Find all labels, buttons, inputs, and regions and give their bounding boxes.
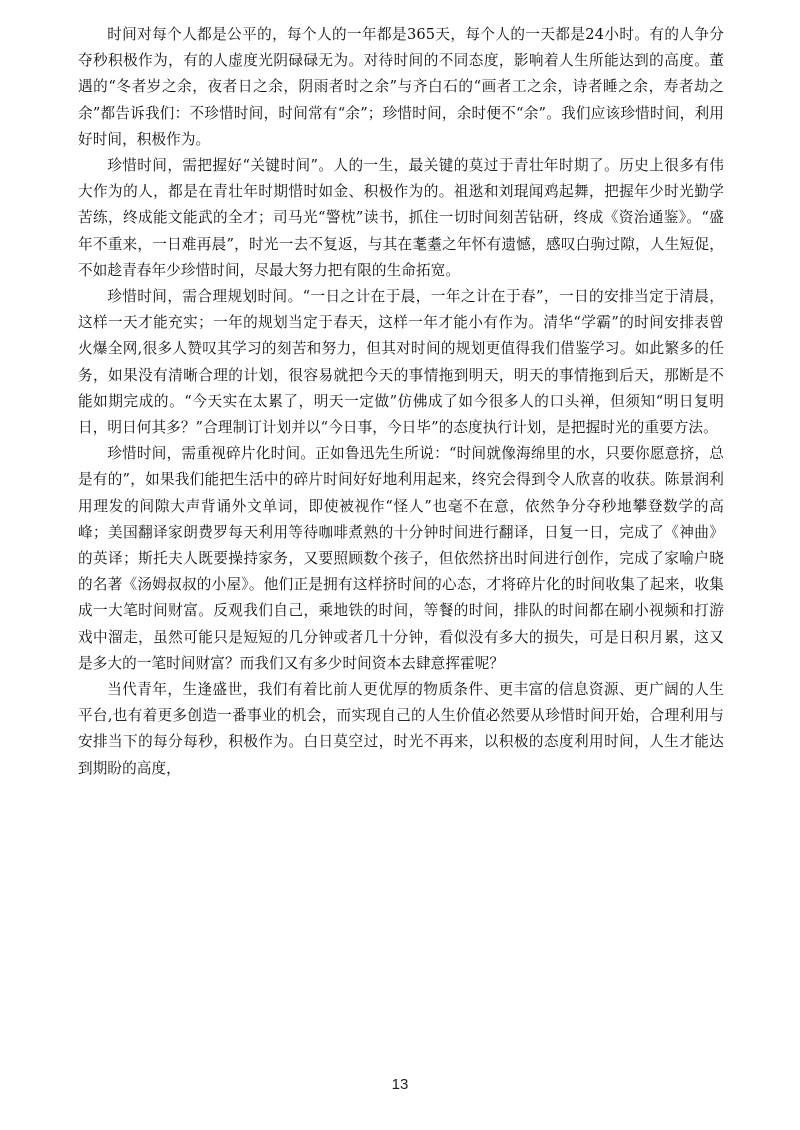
page-number: 13 <box>391 1076 409 1093</box>
paragraph-key-time: 珍惜时间，需把握好“关键时间”。人的一生，最关键的莫过于青壮年时期了。历史上很多有伟大作为的人，都是在青壮年时期惜时如金、积极作为的。祖逖和刘琨闻鸡起舞，把握年少时光勤学苦练，终成能文能武的全才；司马光“警枕”读书，抓住一切时间刻苦钻研，终成《资治通鉴》。“盛年不重来，一日难再晨”，时光一去不复返，与其在耄耋之年怀有遗憾，感叹白驹过隙，人生短促，不如趁青春年少珍惜时间，尽最大努力把有限的生命拓宽。 <box>78 157 724 279</box>
paragraph-fragment-time: 珍惜时间，需重视碎片化时间。正如鲁迅先生所说：“时间就像海绵里的水，只要你愿意挤，总是有的”，如果我们能把生活中的碎片时间好好地利用起来，终究会得到令人欣喜的收获。陈景润利用理发的间隙大声背诵外文单词，即使被视作“怪人”也毫不在意，依然争分夺秒地攀登数学的高峰；美国翻译家朗费罗每天利用等待咖啡煮熟的十分钟时间进行翻译，日复一日，完成了《神曲》的英译；斯托夫人既要操持家务，又要照顾数个孩子，但依然挤出时间进行创作，完成了家喻户晓的名著《汤姆叔叔的小屋》。他们正是拥有这样挤时间的心态，才将碎片化的时间收集了起来，收集成一大笔时间财富。反观我们自己，乘地铁的时间，等餐的时间，排队的时间都在刷小视频和打游戏中溜走，虽然可能只是短短的几分钟或者几十分钟，看似没有多大的损失，可是日积月累，这又是多大的一笔时间财富？而我们又有多少时间资本去肆意挥霍呢？ <box>78 445 724 672</box>
paragraph-intro: 时间对每个人都是公平的，每个人的一年都是365天，每个人的一天都是24小时。有的人争分夺秒积极作为，有的人虚度光阴碌碌无为。对待时间的不同态度，影响着人生所能达到的高度。董遇的“冬者岁之余，夜者日之余，阴雨者时之余”与齐白石的“画者工之余，诗者睡之余，寿者劫之余”都告诉我们：不珍惜时间，时间常有“余”；珍惜时间，余时便不“余”。我们应该珍惜时间，利用好时间，积极作为。 <box>78 26 724 148</box>
paragraph-plan-time: 珍惜时间，需合理规划时间。“一日之计在于晨，一年之计在于春”，一日的安排当定于清晨，这样一天才能充实；一年的规划当定于春天，这样一年才能小有作为。清华“学霸”的时间安排表曾火爆全网,很多人赞叹其学习的刻苦和努力，但其对时间的规划更值得我们借鉴学习。如此繁多的任务，如果没有清晰合理的计划，很容易就把今天的事情拖到明天，明天的事情拖到后天，那断是不能如期完成的。“今天实在太累了，明天一定做”仿佛成了如今很多人的口头禅，但须知“明日复明日，明日何其多？”合理制订计划并以“今日事，今日毕”的态度执行计划，是把握时光的重要方法。 <box>78 288 724 437</box>
essay-body <box>78 22 724 782</box>
paragraph-conclusion: 当代青年，生逢盛世，我们有着比前人更优厚的物质条件、更丰富的信息资源、更广阔的人生平台,也有着更多创造一番事业的机会，而实现自己的人生价值必然要从珍惜时间开始，合理利用与安排当下的每分每秒，积极作为。白日莫空过，时光不再来，以积极的态度利用时间，人生才能达到期盼的高度， <box>78 681 724 777</box>
